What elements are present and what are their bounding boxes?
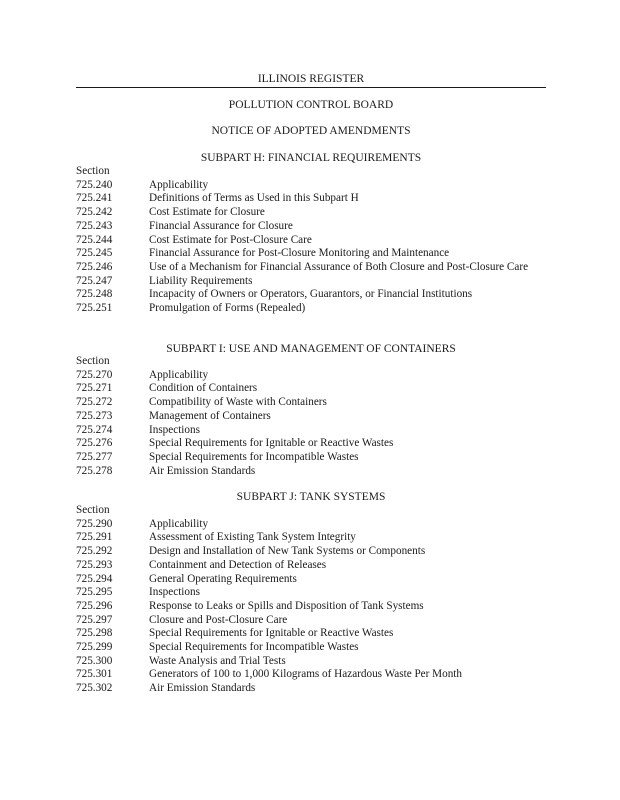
- section-row: [76, 559, 546, 573]
- section-number: 725.242: [76, 206, 113, 219]
- board-name: POLLUTION CONTROL BOARD: [228, 99, 394, 111]
- section-title: Special Requirements for Ignitable or Reactive Wastes: [149, 437, 394, 450]
- section-row: [76, 586, 546, 600]
- section-number: 725.301: [76, 668, 113, 681]
- section-row: [76, 545, 546, 559]
- section-number: 725.296: [76, 599, 113, 612]
- section-title: Closure and Post-Closure Care: [149, 613, 288, 626]
- section-number: 725.291: [76, 531, 113, 544]
- section-number: 725.290: [76, 517, 113, 530]
- section-row: [76, 518, 546, 532]
- section-number: 725.278: [76, 464, 113, 477]
- section-number: 725.246: [76, 260, 113, 273]
- section-number: 725.276: [76, 437, 113, 450]
- section-title: Containment and Detection of Releases: [149, 558, 327, 571]
- section-title: Incapacity of Owners or Operators, Guarantors, or Financial Institutions: [149, 288, 473, 301]
- section-title: Generators of 100 to 1,000 Kilograms of Hazardous Waste Per Month: [149, 668, 463, 681]
- section-number: 725.243: [76, 219, 113, 232]
- section-number: 725.292: [76, 545, 113, 558]
- section-row: [76, 369, 546, 383]
- section-number: 725.295: [76, 586, 113, 599]
- section-label: Section: [76, 355, 110, 367]
- section-label: Section: [76, 165, 110, 177]
- section-title: Waste Analysis and Trial Tests: [149, 654, 286, 667]
- section-number: 725.300: [76, 654, 113, 667]
- subpart-h-list: [76, 165, 546, 316]
- section-number: 725.297: [76, 613, 113, 626]
- section-row: [76, 600, 546, 614]
- section-number: 725.293: [76, 558, 113, 571]
- section-title: Definitions of Terms as Used in this Subpart H: [149, 192, 359, 205]
- section-row: [76, 410, 546, 424]
- section-number: 725.241: [76, 192, 113, 205]
- section-row: [76, 573, 546, 587]
- section-row: [76, 465, 546, 479]
- section-number: 725.272: [76, 396, 113, 409]
- section-number: 725.270: [76, 368, 113, 381]
- section-row: [76, 451, 546, 465]
- section-number: 725.277: [76, 450, 113, 463]
- section-title: Financial Assurance for Post-Closure Monitoring and Maintenance: [149, 247, 450, 260]
- section-row: [76, 261, 546, 275]
- section-row: [76, 179, 546, 193]
- section-row: [76, 655, 546, 669]
- section-title: Use of a Mechanism for Financial Assurance of Both Closure and Post-Closure Care: [149, 260, 529, 273]
- section-title: General Operating Requirements: [149, 572, 297, 585]
- section-row: [76, 247, 546, 261]
- section-label: Section: [76, 504, 110, 516]
- section-row: [76, 614, 546, 628]
- section-title: Promulgation of Forms (Repealed): [149, 302, 306, 315]
- section-row: [76, 275, 546, 289]
- subpart-i-list: [76, 355, 546, 478]
- section-row: [76, 206, 546, 220]
- section-row: [76, 437, 546, 451]
- section-row: [76, 382, 546, 396]
- notice-title: NOTICE OF ADOPTED AMENDMENTS: [211, 125, 411, 137]
- section-row: [76, 288, 546, 302]
- section-row: [76, 668, 546, 682]
- section-title: Assessment of Existing Tank System Integrity: [149, 531, 356, 544]
- section-number: 725.294: [76, 572, 113, 585]
- section-title: Special Requirements for Incompatible Wastes: [149, 450, 359, 463]
- section-title: Special Requirements for Ignitable or Reactive Wastes: [149, 627, 394, 640]
- register-header: ILLINOIS REGISTER: [76, 72, 546, 88]
- section-row: [76, 192, 546, 206]
- subpart-i-heading: SUBPART I: USE AND MANAGEMENT OF CONTAINERS: [166, 343, 456, 355]
- section-title: Air Emission Standards: [149, 464, 256, 477]
- section-number: 725.273: [76, 409, 113, 422]
- section-title: Applicability: [149, 517, 209, 530]
- section-row: [76, 396, 546, 410]
- section-title: Applicability: [149, 368, 209, 381]
- section-row: [76, 627, 546, 641]
- section-row: [76, 220, 546, 234]
- section-title: Management of Containers: [149, 409, 271, 422]
- section-number: 725.251: [76, 302, 113, 315]
- subpart-h-heading: SUBPART H: FINANCIAL REQUIREMENTS: [200, 152, 422, 164]
- section-number: 725.299: [76, 641, 113, 654]
- section-number: 725.248: [76, 288, 113, 301]
- section-title: Cost Estimate for Closure: [149, 206, 265, 219]
- section-number: 725.244: [76, 233, 113, 246]
- section-title: Response to Leaks or Spills and Disposition of Tank Systems: [149, 599, 424, 612]
- section-number: 725.298: [76, 627, 113, 640]
- section-number: 725.271: [76, 382, 113, 395]
- section-title: Inspections: [149, 586, 200, 599]
- section-title: Liability Requirements: [149, 274, 253, 287]
- section-number: 725.240: [76, 178, 113, 191]
- section-row: [76, 234, 546, 248]
- section-title: Cost Estimate for Post-Closure Care: [149, 233, 312, 246]
- section-title: Special Requirements for Incompatible Wastes: [149, 641, 359, 654]
- subpart-j-heading: SUBPART J: TANK SYSTEMS: [236, 491, 386, 503]
- section-number: 725.247: [76, 274, 113, 287]
- section-title: Design and Installation of New Tank Systems or Components: [149, 545, 426, 558]
- subpart-j-list: [76, 504, 546, 696]
- section-row: [76, 302, 546, 316]
- section-number: 725.274: [76, 423, 113, 436]
- section-row: [76, 531, 546, 545]
- section-row: [76, 682, 546, 696]
- section-title: Compatibility of Waste with Containers: [149, 396, 327, 409]
- section-row: [76, 641, 546, 655]
- section-number: 725.245: [76, 247, 113, 260]
- section-number: 725.302: [76, 682, 113, 695]
- section-title: Condition of Containers: [149, 382, 258, 395]
- section-title: Financial Assurance for Closure: [149, 219, 293, 232]
- section-row: [76, 424, 546, 438]
- section-title: Inspections: [149, 423, 200, 436]
- section-title: Applicability: [149, 178, 209, 191]
- section-title: Air Emission Standards: [149, 682, 256, 695]
